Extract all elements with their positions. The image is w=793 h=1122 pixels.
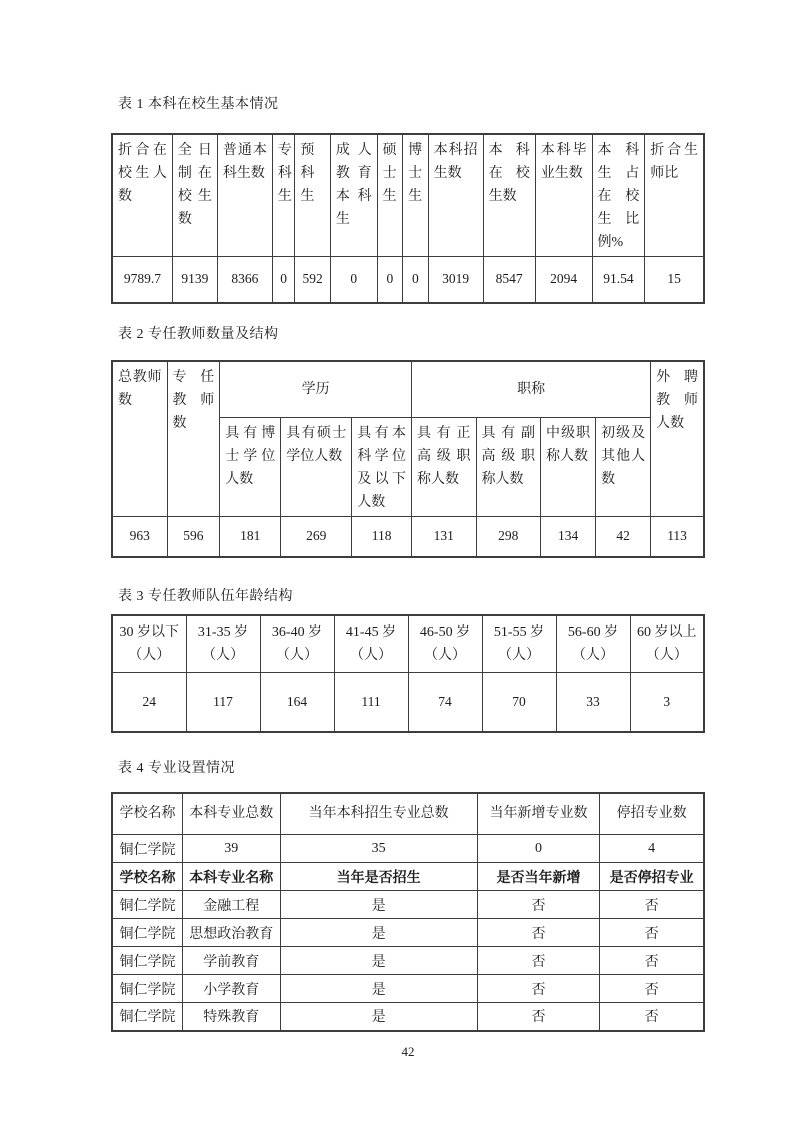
col-header: 普通本科生数 xyxy=(217,134,272,257)
data-cell: 铜仁学院 xyxy=(112,975,182,1003)
table-row xyxy=(112,517,704,557)
col-header: 本科招生数 xyxy=(428,134,483,257)
age-range-label: 41-45 岁 xyxy=(345,624,397,640)
col-header xyxy=(112,615,186,673)
data-cell: 8366 xyxy=(217,257,272,303)
col-header: 停招专业数 xyxy=(600,793,704,835)
data-cell: 3019 xyxy=(428,257,483,303)
table-row xyxy=(112,975,704,1003)
col-header: 博士生 xyxy=(403,134,428,257)
data-cell: 592 xyxy=(295,257,331,303)
col-header: 本科专业名称 xyxy=(182,863,280,891)
unit-label: （人） xyxy=(498,647,540,663)
data-cell: 否 xyxy=(477,919,600,947)
data-cell: 是 xyxy=(280,1003,477,1031)
table-row xyxy=(112,835,704,863)
col-header: 本科在校生数 xyxy=(483,134,535,257)
data-cell: 0 xyxy=(377,257,402,303)
col-header: 折合在校生人数 xyxy=(112,134,172,257)
unit-label: （人） xyxy=(202,647,244,663)
data-cell: 9139 xyxy=(172,257,217,303)
table-row xyxy=(112,947,704,975)
col-header xyxy=(260,615,334,673)
table-row xyxy=(112,863,704,891)
data-cell: 4 xyxy=(600,835,704,863)
data-cell: 0 xyxy=(272,257,294,303)
col-header: 具有正高级职称人数 xyxy=(412,418,477,517)
table1-undergraduate-students xyxy=(111,133,705,304)
data-cell: 否 xyxy=(600,947,704,975)
data-cell: 铜仁学院 xyxy=(112,919,182,947)
table-row xyxy=(112,1003,704,1031)
data-cell: 111 xyxy=(334,673,408,732)
col-header: 是否当年新增 xyxy=(477,863,600,891)
data-cell: 117 xyxy=(186,673,260,732)
data-cell: 91.54 xyxy=(592,257,645,303)
col-header: 学校名称 xyxy=(112,863,182,891)
data-cell: 35 xyxy=(280,835,477,863)
unit-label: （人） xyxy=(128,647,171,663)
col-header xyxy=(630,615,704,673)
data-cell: 39 xyxy=(182,835,280,863)
data-cell: 是 xyxy=(280,891,477,919)
age-range-label: 31-35 岁 xyxy=(197,624,249,640)
col-header: 专科生 xyxy=(272,134,294,257)
unit-label: （人） xyxy=(350,647,392,663)
data-cell: 铜仁学院 xyxy=(112,835,182,863)
age-range-label: 46-50 岁 xyxy=(419,624,471,640)
table-row xyxy=(112,361,704,418)
data-cell: 131 xyxy=(412,517,477,557)
table4-major-setup xyxy=(111,792,705,1032)
table1-title: 表 1 本科在校生基本情况 xyxy=(118,97,279,112)
data-cell: 是 xyxy=(280,947,477,975)
data-cell: 8547 xyxy=(483,257,535,303)
table-row xyxy=(112,891,704,919)
data-cell: 否 xyxy=(477,891,600,919)
data-cell: 铜仁学院 xyxy=(112,891,182,919)
col-header xyxy=(556,615,630,673)
col-header xyxy=(482,615,556,673)
data-cell: 否 xyxy=(477,975,600,1003)
data-cell: 否 xyxy=(600,891,704,919)
data-cell: 小学教育 xyxy=(182,975,280,1003)
data-cell: 42 xyxy=(596,517,651,557)
age-range-label: 36-40 岁 xyxy=(271,624,323,640)
unit-label: （人） xyxy=(276,647,318,663)
data-cell: 金融工程 xyxy=(182,891,280,919)
col-header: 具有副高级职称人数 xyxy=(476,418,541,517)
data-cell: 269 xyxy=(281,517,352,557)
data-cell: 是 xyxy=(280,919,477,947)
col-header: 全日制在校生数 xyxy=(172,134,217,257)
data-cell: 否 xyxy=(477,1003,600,1031)
col-header: 具有博士学位人数 xyxy=(220,418,281,517)
table-row xyxy=(112,257,704,303)
col-header xyxy=(334,615,408,673)
col-header: 成人教育本科生 xyxy=(330,134,377,257)
table-row xyxy=(112,673,704,732)
data-cell: 0 xyxy=(477,835,600,863)
data-cell: 是 xyxy=(280,975,477,1003)
data-cell: 铜仁学院 xyxy=(112,1003,182,1031)
col-header: 预科生 xyxy=(295,134,331,257)
col-header: 外聘教师人数 xyxy=(651,361,704,517)
age-range-label: 60 岁以上 xyxy=(637,624,697,640)
data-cell: 113 xyxy=(651,517,704,557)
col-header: 折合生师比 xyxy=(645,134,704,257)
data-cell: 963 xyxy=(112,517,167,557)
data-cell: 134 xyxy=(541,517,596,557)
table2-teacher-structure xyxy=(111,360,705,558)
data-cell: 否 xyxy=(477,947,600,975)
table-row xyxy=(112,919,704,947)
data-cell: 0 xyxy=(330,257,377,303)
data-cell: 否 xyxy=(600,1003,704,1031)
unit-label: （人） xyxy=(572,647,614,663)
age-range-label: 51-55 岁 xyxy=(493,624,545,640)
group-header-degree: 学历 xyxy=(220,361,412,418)
data-cell: 9789.7 xyxy=(112,257,172,303)
col-header: 是否停招专业 xyxy=(600,863,704,891)
data-cell: 铜仁学院 xyxy=(112,947,182,975)
table3-title: 表 3 专任教师队伍年龄结构 xyxy=(118,588,293,604)
col-header: 具有本科学位及以下人数 xyxy=(352,418,412,517)
col-header: 本科专业总数 xyxy=(182,793,280,835)
data-cell: 否 xyxy=(600,975,704,1003)
col-header: 当年新增专业数 xyxy=(477,793,600,835)
col-header: 初级及其他人数 xyxy=(596,418,651,517)
data-cell: 118 xyxy=(352,517,412,557)
table3-age-structure xyxy=(111,614,705,733)
col-header: 硕士生 xyxy=(377,134,402,257)
age-range-label: 56-60 岁 xyxy=(567,624,619,640)
group-header-rank: 职称 xyxy=(412,361,651,418)
col-header: 专任教师数 xyxy=(167,361,220,517)
table-row xyxy=(112,134,704,257)
data-cell: 70 xyxy=(482,673,556,732)
data-cell: 0 xyxy=(403,257,428,303)
data-cell: 3 xyxy=(630,673,704,732)
data-cell: 33 xyxy=(556,673,630,732)
table4-title: 表 4 专业设置情况 xyxy=(118,760,235,776)
data-cell: 15 xyxy=(645,257,704,303)
col-header xyxy=(186,615,260,673)
data-cell: 74 xyxy=(408,673,482,732)
col-header: 当年是否招生 xyxy=(280,863,477,891)
unit-label: （人） xyxy=(645,647,688,663)
col-header xyxy=(408,615,482,673)
data-cell: 思想政治教育 xyxy=(182,919,280,947)
col-header: 当年本科招生专业总数 xyxy=(280,793,477,835)
data-cell: 298 xyxy=(476,517,541,557)
data-cell: 24 xyxy=(112,673,186,732)
data-cell: 596 xyxy=(167,517,220,557)
data-cell: 特殊教育 xyxy=(182,1003,280,1031)
col-header: 本科毕业生数 xyxy=(535,134,592,257)
col-header: 总教师数 xyxy=(112,361,167,517)
col-header: 中级职称人数 xyxy=(541,418,596,517)
table2-title: 表 2 专任教师数量及结构 xyxy=(118,326,279,342)
data-cell: 2094 xyxy=(535,257,592,303)
page-number: 42 xyxy=(401,1043,415,1059)
table-row xyxy=(112,793,704,835)
table-row xyxy=(112,615,704,673)
data-cell: 164 xyxy=(260,673,334,732)
col-header: 本科生占在校生比例% xyxy=(592,134,645,257)
data-cell: 181 xyxy=(220,517,281,557)
unit-label: （人） xyxy=(424,647,466,663)
data-cell: 否 xyxy=(600,919,704,947)
data-cell: 学前教育 xyxy=(182,947,280,975)
col-header: 学校名称 xyxy=(112,793,182,835)
col-header: 具有硕士学位人数 xyxy=(281,418,352,517)
age-range-label: 30 岁以下 xyxy=(119,624,179,640)
